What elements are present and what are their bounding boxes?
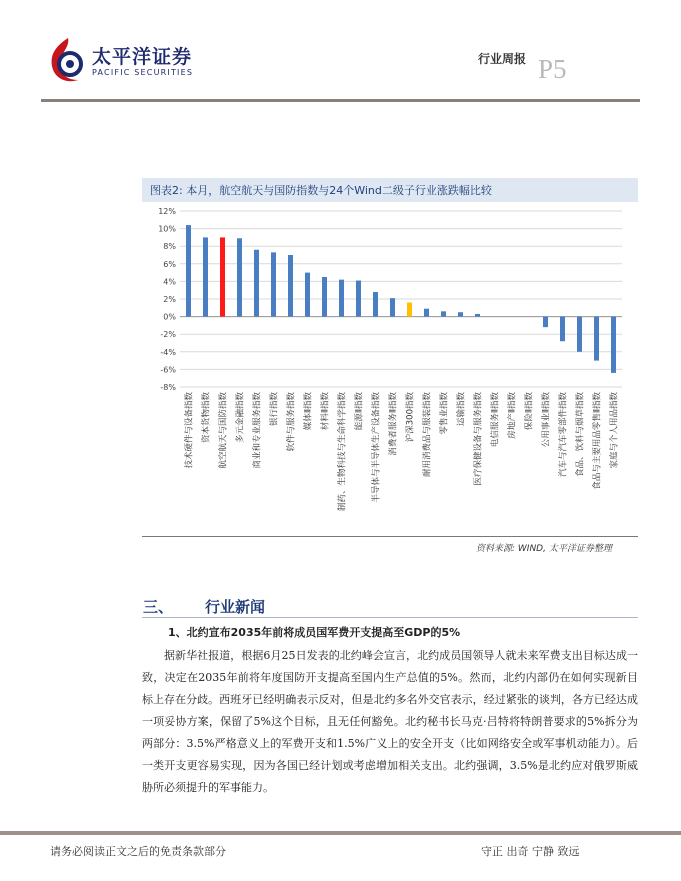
bar [390,298,395,316]
y-tick-label: 12% [158,207,176,216]
y-tick-label: -2% [160,330,176,340]
company-logo [48,36,268,86]
x-category-label: 食品与主要用品零售Ⅱ指数 [592,392,603,490]
bar [322,277,327,317]
bar [237,238,242,316]
x-category-label: 半导体与半导体生产设备指数 [371,392,382,503]
company-name-en: PACIFIC SECURITIES [92,68,194,77]
x-category-label: 技术硬件与设备指数 [184,392,195,469]
y-tick-label: -8% [160,383,176,392]
figure-title-bar [142,178,638,202]
y-tick-label: -6% [160,365,176,375]
footer-divider [0,831,681,835]
bar [577,317,582,352]
bar [339,280,344,317]
section-number: 三、 [143,598,174,616]
section-divider [142,617,638,618]
figure-title: 图表2: 本月，航空航天与国防指数与24个Wind二级子行业涨跌幅比较 [150,184,492,197]
y-tick-label: -4% [160,347,176,357]
source-divider [142,536,638,537]
bar [203,237,208,316]
report-type: 行业周报 [478,52,527,66]
y-tick-label: 2% [163,295,176,304]
x-category-label: 能源Ⅱ指数 [354,392,365,431]
x-category-label: 房地产Ⅱ指数 [507,392,518,439]
bar [271,252,276,316]
x-category-label: 软件与服务指数 [286,392,297,452]
industry-return-bar-chart [142,202,638,536]
x-category-label: 汽车与汽车零部件指数 [558,392,569,478]
x-category-label: 多元金融指数 [235,392,246,444]
x-category-label: 公用事业Ⅱ指数 [541,392,552,448]
x-category-label: 航空航天与国防指数 [218,392,229,469]
x-category-label: 食品、饮料与烟草指数 [575,392,586,478]
page-header [0,0,681,100]
bar [594,317,599,361]
y-tick-label: 4% [163,277,176,287]
bar [560,317,565,342]
x-category-label: 媒体Ⅱ指数 [303,392,314,431]
bar [356,281,361,317]
bar [407,303,412,317]
x-category-label: 消费者服务Ⅱ指数 [388,392,399,456]
header-divider [41,99,640,102]
y-tick-label: 8% [163,242,176,252]
x-category-label: 资本货物指数 [201,392,212,444]
bar [186,225,191,317]
bar [424,309,429,317]
footer-motto: 守正 出奇 宁静 致远 [481,845,580,858]
y-tick-label: 10% [158,224,176,234]
bar [305,273,310,317]
y-tick-label: 6% [163,259,176,269]
bar [543,317,548,328]
news-body: 据新华社报道，根据6月25日发表的北约峰会宣言，北约成员国领导人就未来军费支出目标达成一致，决定在2035年前将年度国防开支提高至国内生产总值的5%。然而，北约内部仍在如何实现新目标上存在分歧。西班牙已经明确表示反对，但是北约多名外交官表示，经过紧张的谈判，各方已经达成一项妥协方案，保留了5%这个目标，且无任何豁免。北约秘书长马克·吕特将特朗普要求的5%拆分为两部分：3.5%严格意义上的军费开支和1.5%广义上的安全开支（比如网络安全或军事机动能力）。后一类开支更容易实现，因为各国已经计划或考虑增加相关支出。北约强调，3.5%是北约应对俄罗斯威胁所必须提升的军事能力。 [142,649,638,794]
bar [441,311,446,316]
y-tick-label: 0% [163,312,176,322]
pacific-securities-logo-icon [48,36,88,84]
x-category-label: 电信服务Ⅱ指数 [490,392,501,448]
figure-source: 资料来源: WIND, 太平洋证券整理 [476,544,612,554]
page-number: P5 [538,54,567,84]
bar [220,237,225,316]
x-category-label: 耐用消费品与服装指数 [422,392,433,478]
x-category-label: 制药、生物科技与生命科学指数 [337,392,348,512]
footer-disclaimer: 请务必阅读正文之后的免责条款部分 [50,845,226,858]
x-category-label: 保险Ⅱ指数 [524,392,535,431]
bar [475,314,480,317]
section-title: 行业新闻 [205,598,266,616]
company-name-cn: 太平洋证券 [92,46,193,68]
x-category-label: 医疗保健设备与服务指数 [473,392,484,486]
bar [254,250,259,317]
bar [373,292,378,317]
bar [611,317,616,373]
x-category-label: 运输指数 [456,392,467,427]
x-category-label: 商业和专业服务指数 [252,392,263,469]
x-category-label: 材料Ⅱ指数 [320,392,331,431]
bar [458,312,463,316]
x-category-label: 零售业指数 [439,392,450,435]
x-category-label: 银行指数 [269,392,280,427]
news-heading: 1、北约宣布2035年前将成员国军费开支提高至GDP的5% [168,626,461,639]
x-category-label: 家庭与个人用品指数 [609,392,620,469]
x-category-label: 沪深300指数 [405,392,416,443]
bar [288,255,293,317]
